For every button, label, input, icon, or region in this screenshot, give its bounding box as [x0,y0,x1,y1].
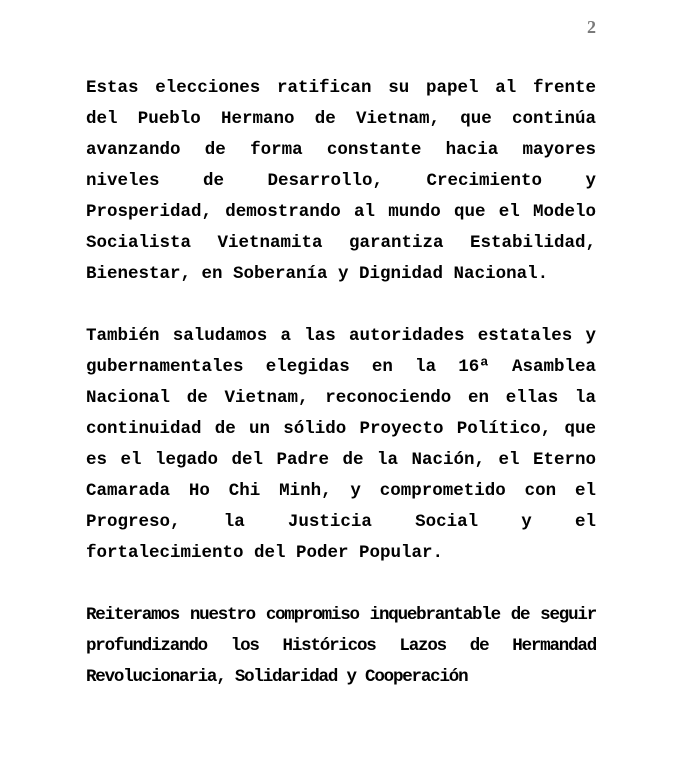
document-body [86,73,596,724]
paragraph-3: Reiteramos nuestro compromiso inquebrantable de seguir profundizando los Históricos Lazos de Hermandad Revolucionaria, Solidaridad y Cooperación [86,605,596,687]
paragraph-2: También saludamos a las autoridades estatales y gubernamentales elegidas en la 16ª Asamblea Nacional de Vietnam, reconociendo en ellas la continuidad de un sólido Proyecto Político, que es el legado del Padre de la Nación, el Eterno Camarada Ho Chi Minh, y comprometido con el Progreso, la Justicia Social y el fortalecimiento del Poder Popular. [86,326,596,563]
page-number: 2 [587,17,596,37]
paragraph-1: Estas elecciones ratifican su papel al frente del Pueblo Hermano de Vietnam, que continúa avanzando de forma constante hacia mayores niveles de Desarrollo, Crecimiento y Prosperidad, demostrando al mundo que el Modelo Socialista Vietnamita garantiza Estabilidad, Bienestar, en Soberanía y Dignidad Nacional. [86,78,596,284]
